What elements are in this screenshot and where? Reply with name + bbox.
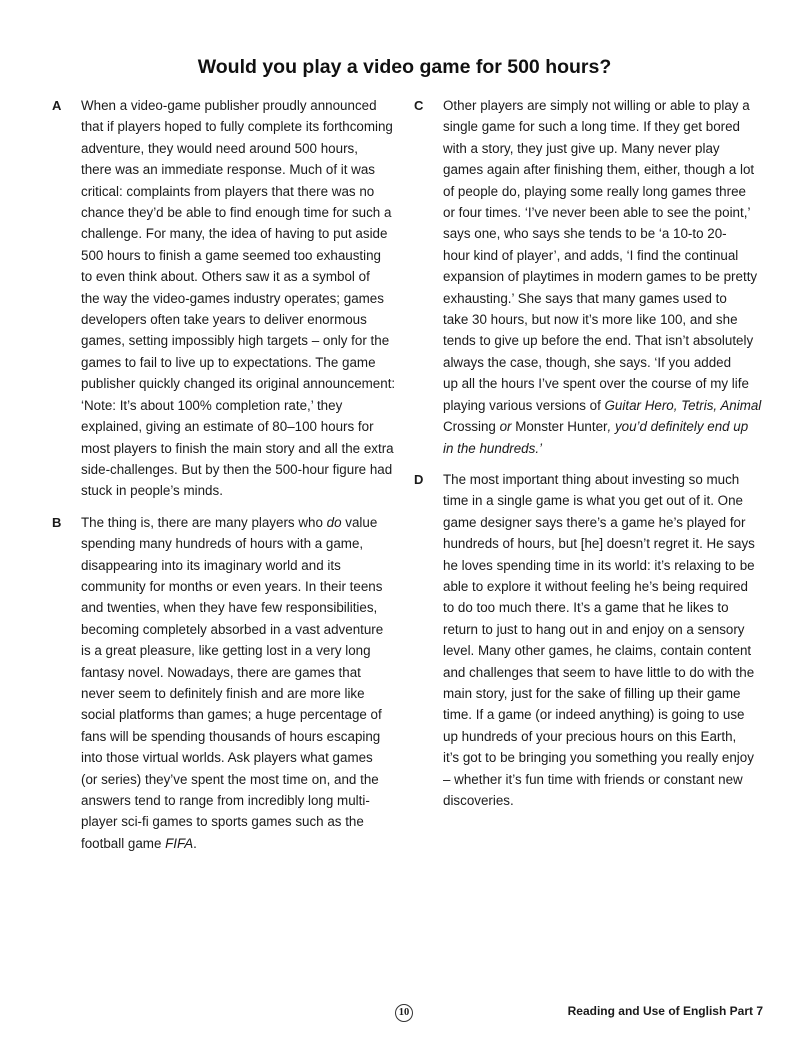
text-line: game designer says there’s a game he’s played for — [443, 514, 746, 530]
text-line: When a video-game publisher proudly announced — [81, 98, 377, 113]
text-line: level. Many other games, he claims, contain content — [443, 643, 752, 659]
text-line: challenge. For many, the idea of having to put aside — [81, 226, 388, 242]
text-line: says one, who says she tends to be ‘a 10-to 20- — [443, 226, 727, 242]
text-line: never seem to definitely finish and are more like — [81, 685, 365, 701]
text-line: most players to finish the main story and all the extra — [81, 440, 394, 456]
text-line: Other players are simply not willing or able to play a — [443, 98, 750, 113]
section-text — [81, 512, 387, 855]
text-line: games to fail to live up to expectations. The game — [81, 354, 376, 370]
text-line: explained, giving an estimate of 80–100 hours for — [81, 419, 374, 435]
section-text — [443, 95, 762, 459]
text-line: critical: complaints from players that there was no — [81, 183, 375, 199]
text-line: The thing is, there are many players who do value — [81, 514, 378, 530]
text-line: is a great pleasure, like getting lost in a very long — [81, 643, 371, 659]
text-line: there was an immediate response. Much of it was — [81, 162, 375, 178]
text-line: discoveries. — [443, 793, 514, 808]
text-line: main story, just for the sake of filling up their game — [443, 685, 741, 701]
text-line: – whether it’s fun time with friends or constant new — [443, 771, 743, 787]
text-line: in the hundreds.’ — [443, 440, 543, 456]
text-line: and twenties, when they have few responsibilities, — [81, 600, 378, 616]
text-line: answers tend to range from incredibly long multi- — [81, 793, 370, 808]
text-line: to do too much there. It’s a game that he likes to — [443, 600, 729, 616]
text-line: fantasy novel. Nowadays, there are games that — [81, 664, 361, 680]
text-line: return to just to hang out in and enjoy on a sensory — [443, 621, 745, 637]
text-line: publisher quickly changed its original announcement: — [81, 376, 396, 392]
text-line: time. If a game (or indeed anything) is going to use — [443, 707, 745, 723]
section-text — [81, 95, 396, 502]
right-column — [414, 95, 762, 821]
text-line: it’s got to be bringing you something you really enjoy — [443, 750, 754, 766]
text-line: playing various versions of Guitar Hero, Tetris, Animal — [443, 397, 762, 413]
text-line: football game FIFA. — [81, 835, 197, 851]
section-letter: B — [52, 514, 62, 530]
section-d — [414, 469, 755, 812]
text-line: tends to give up before the end. That isn’t absolutely — [443, 333, 754, 349]
page-title: Would you play a video game for 500 hours? — [197, 56, 612, 78]
text-line: stuck in people’s minds. — [81, 483, 223, 499]
text-line: developers often take years to deliver enormous — [81, 312, 367, 328]
section-letter: D — [414, 471, 424, 487]
text-line: spending many hundreds of hours with a game, — [81, 536, 364, 552]
text-line: up all the hours I’ve spent over the course of my life — [443, 376, 749, 392]
text-line: or four times. ‘I’ve never been able to see the point,’ — [443, 205, 751, 221]
text-line: up hundreds of your precious hours on this Earth, — [443, 728, 737, 744]
text-line: he loves spending time in its world: it’s relaxing to be — [443, 557, 755, 573]
text-line: chance they’d be able to find enough time for such a — [81, 205, 392, 221]
footer-label: Reading and Use of English Part 7 — [567, 1004, 763, 1018]
text-line: with a story, they just give up. Many never play — [443, 140, 720, 156]
section-letter: C — [414, 98, 424, 113]
text-line: disappearing into its imaginary world and its — [81, 557, 341, 573]
text-line: and challenges that seem to have little to do with the — [443, 664, 755, 680]
text-line: the way the video-games industry operates; games — [81, 290, 384, 306]
text-line: games again after finishing them, either, though a lot — [443, 162, 755, 178]
text-line: into those virtual worlds. Ask players what games — [81, 750, 373, 766]
text-line: becoming completely absorbed in a vast adventure — [81, 621, 384, 637]
text-line: exhausting.’ She says that many games used to — [443, 290, 727, 306]
section-text — [443, 469, 755, 812]
text-line: able to explore it without feeling he’s being required — [443, 578, 748, 594]
text-line: fans will be spending thousands of hours escaping — [81, 728, 381, 744]
page-number: 10 — [395, 1004, 413, 1022]
text-line: 500 hours to finish a game seemed too exhausting — [81, 247, 381, 263]
text-line: that if players hoped to fully complete its forthcoming — [81, 119, 393, 135]
text-line: games, setting impossibly high targets – only for the — [81, 333, 390, 349]
text-line: adventure, they would need around 500 hours, — [81, 140, 358, 156]
text-line: player sci-fi games to sports games such as the — [81, 814, 364, 830]
section-a — [52, 95, 396, 502]
text-line: community for months or even years. In their teens — [81, 578, 383, 594]
section-b — [52, 512, 387, 855]
text-line: side-challenges. But by then the 500-hour figure had — [81, 461, 393, 477]
text-line: ‘Note: It’s about 100% completion rate,’ they — [81, 397, 343, 413]
text-line: of people do, playing some really long games three — [443, 183, 746, 199]
text-line: social platforms than games; a huge percentage of — [81, 707, 382, 723]
text-line: take 30 hours, but now it’s more like 100, and she — [443, 312, 738, 328]
text-line: to even think about. Others saw it as a symbol of — [81, 269, 370, 285]
text-line: The most important thing about investing so much — [443, 471, 740, 487]
section-c — [414, 95, 762, 459]
text-line: hundreds of hours, but [he] doesn’t regret it. He says — [443, 536, 755, 552]
text-line: Crossing or Monster Hunter, you’d definitely end up — [443, 419, 749, 435]
text-line: single game for such a long time. If they get bored — [443, 119, 740, 135]
text-line: always the case, though, she says. ‘If you added — [443, 354, 732, 370]
left-column — [52, 95, 396, 864]
text-line: hour kind of player’, and adds, ‘I find the continual — [443, 247, 739, 263]
text-line: expansion of playtimes in modern games to be pretty — [443, 269, 758, 285]
text-line: time in a single game is what you get out of it. One — [443, 493, 743, 509]
text-line: (or series) they’ve spent the most time on, and the — [81, 771, 379, 787]
section-letter: A — [52, 98, 62, 113]
